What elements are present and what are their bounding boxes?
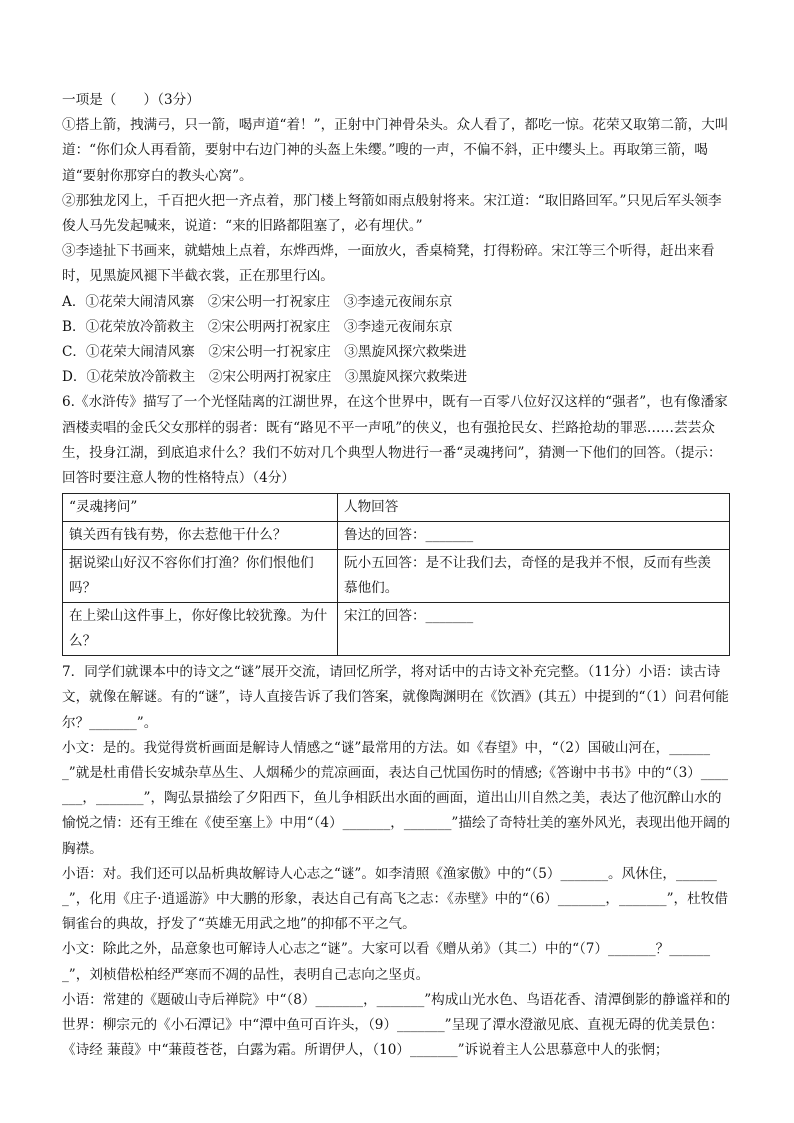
table-header-row — [63, 494, 730, 522]
q6-stem: 6.《水浒传》描写了一个光怪陆离的江湖世界，在这个世界中，既有一百零八位好汉这样的“强者”，也有像潘家酒楼卖唱的金氏父女那样的弱者：既有“路见不平一声吼”的侠义，也有强抢民女、拦路抢劫的罪恶……芸芸众生，投身江湖，到底追求什么？我们不妨对几个典型人物进行一番“灵魂拷问”，猜测一下他们的回答。（提示：回答时要注意人物的性格特点）（4分） — [62, 394, 728, 487]
q5-passage-3: ③李逵扯下书画来，就蜡烛上点着，东烨西烨，一面放火，香桌椅凳，打得粉碎。宋江等三个听得，赶出来看时，见黑旋风褪下半截衣裳，正在那里行凶。 — [62, 243, 715, 285]
q5-option-c: C．①花荣大闹清风寨 ②宋公明一打祝家庄 ③黑旋风探穴救柴进 — [62, 344, 467, 361]
q7-dialog-2: 小语：对。我们还可以品析典故解诗人心志之“谜”。如李清照《渔家傲》中的“（5）_______。风休住，_______”，化用《庄子·逍遥游》中大鹏的形象，表达自己有高飞之志：《赤壁》中的“（6）_______，_______”，杜牧借铜雀台的典故，抒发了“英雄无用武之地”的抑郁不平之气。 — [62, 865, 728, 933]
q7-dialog-1: 小文：是的。我觉得赏析画面是解诗人情感之“谜”最常用的方法。如《春望》中，“（2）国破山河在，_______”就是杜甫借长安城杂草丛生、人烟稀少的荒凉画面，表达自己忧国伤时的情感;《答谢中书书》中的“（3）_______，_______”，陶弘景描绘了夕阳西下，鱼儿争相跃出水面的画面，道出山川自然之美，表达了他沉醉山水的愉悦之情：还有王维在《使至塞上》中用“（4）_______，_______”描绘了奇特壮美的塞外风光，表现出他开阔的胸襟。 — [62, 739, 731, 857]
q7-dialog-4: 小语：常建的《题破山寺后禅院》中“（8）_______，_______”构成山光水色、鸟语花香、清潭倒影的静谧祥和的世界：柳宗元的《小石潭记》中“潭中鱼可百许头，（9）_______”呈现了潭水澄澈见底、直视无碍的优美景色：《诗经 蒹葭》中“蒹葭苍苍，白露为霜。所谓伊人，（10）_______”诉说着主人公思慕意中人的张惘； — [62, 991, 731, 1059]
table-row — [63, 550, 730, 603]
table-cell-answer: 阮小五回答：是不让我们去，奇怪的是我并不恨，反而有些羡慕他们。 — [338, 550, 730, 603]
table-cell-question: 据说梁山好汉不容你们打渔？你们恨他们吗？ — [63, 550, 338, 603]
q5-passage-1: ①搭上箭，拽满弓，只一箭，喝声道“着！”，正射中门神骨朵头。众人看了，都吃一惊。花荣又取第二箭，大叫道：“你们众人再看箭，要射中右边门神的头盔上朱缨。”嗖的一声，不偏不斜，正中缨头上。再取第三箭，喝道“要射你那穿白的教头心窝”。 — [62, 117, 729, 184]
table-cell-question: 镇关西有钱有势，你去惹他干什么？ — [63, 522, 338, 550]
table-cell-question: 在上梁山这件事上，你好像比较犹豫。为什么？ — [63, 603, 338, 656]
q7-intro: 7．同学们就课本中的诗文之“谜”展开交流，请回忆所学，将对话中的古诗文补充完整。（11分）小语：读古诗文，就像在解谜。有的“谜”，诗人直接告诉了我们答案，就像陶渊明在《饮酒》(其五）中提到的“（1）问君何能尔？_______”。 — [62, 664, 729, 731]
q5-option-d: D．①花荣放冷箭救主 ②宋公明两打祝家庄 ③黑旋风探穴救柴进 — [62, 369, 468, 386]
table-cell-answer: 鲁达的回答：_______ — [338, 522, 730, 550]
table-row — [63, 522, 730, 550]
table-header-answer: 人物回答 — [338, 494, 730, 522]
q6-table — [62, 493, 730, 656]
table-cell-answer: 宋江的回答：_______ — [338, 603, 730, 656]
table-row — [63, 603, 730, 656]
q5-stem: 一项是（ ）（3分） — [62, 92, 200, 108]
q5-passage-2: ②那独龙冈上，千百把火把一齐点着，那门楼上弩箭如雨点般射将来。宋江道：“取旧路回军。”只见后军头领李俊人马先发起喊来，说道：“来的旧路都阻塞了，必有埋伏。” — [62, 192, 722, 235]
q5-option-b: B．①花荣放冷箭救主 ②宋公明两打祝家庄 ③李逵元夜闹东京 — [62, 318, 453, 335]
exam-page — [62, 88, 734, 1064]
table-header-question: “灵魂拷问” — [63, 494, 338, 522]
q5-option-a: A．①花荣大闹清风寨 ②宋公明一打祝家庄 ③李逵元夜闹东京 — [62, 293, 453, 310]
q7-dialog-3: 小文：除此之外，品意象也可解诗人心志之“谜”。大家可以看《赠从弟》（其二）中的“（7）_______？_______”，刘桢借松柏经严寒而不凋的品性，表明自己志向之坚贞。 — [62, 941, 711, 983]
